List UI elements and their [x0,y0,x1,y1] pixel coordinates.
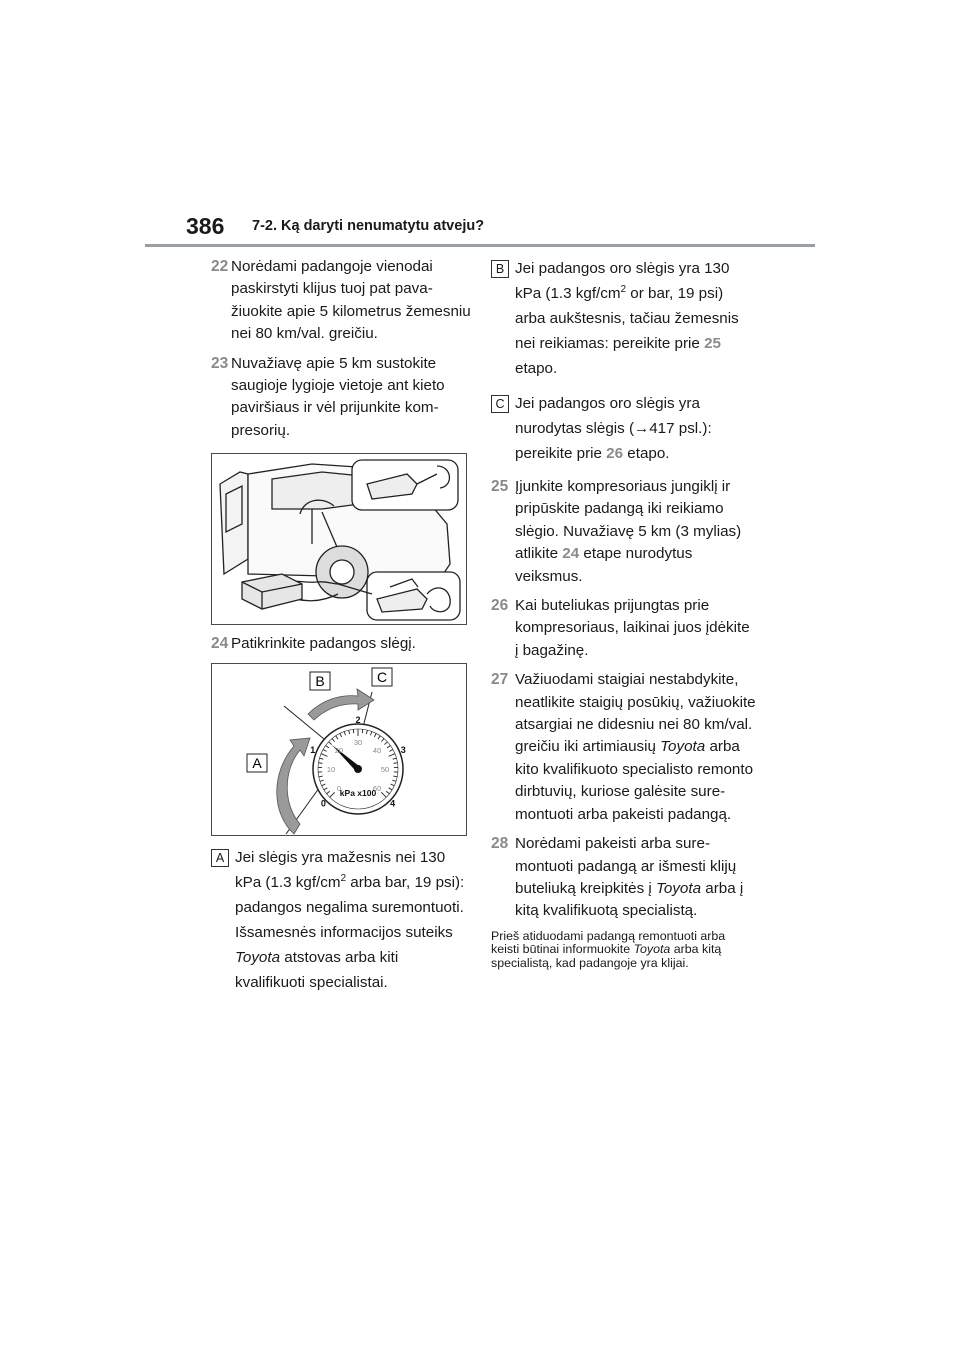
footnote-text-end: arba kitą specialistą, kad padangoje yra klijai. [491,942,722,970]
brand-name: Toyota [655,879,702,897]
page-number: 386 [186,213,225,239]
step-text: Važiuodami staigiai nestabdykite, neatlikite staigių posūkių, važiuokite atsargiai ne didesniu nei 80 km/val. greičiu iki artimiausių [515,671,756,756]
step-text-end: etape nurodytus veiksmus. [515,545,693,585]
note-b-text-cont: or bar, 19 psi) arba aukštesnis, tačiau žemesnis nei reikiamas: pereikite prie [515,285,739,352]
gauge-tick [394,762,398,763]
gauge-outer-label: 4 [390,798,396,809]
gauge-outer-label: 1 [310,744,316,755]
page-header [0,0,960,260]
label-a: A [252,754,262,771]
gauge-inner-label: 30 [353,737,363,747]
note-b-label: B [491,260,509,278]
gauge-inner-label: 20 [334,745,344,755]
step-23 [211,353,471,443]
pressure-gauge-drawing [212,664,466,835]
gauge-inner-label: 60 [372,783,382,793]
note-c [491,391,756,466]
gauge-tick [318,762,322,763]
step-number: 25 [491,478,509,495]
gauge-inner-label: 50 [380,764,390,774]
step-text: Norėdami pakeisti arba suremontuoti padangą ar išmesti klijų buteliuką kreipkitės į [515,835,737,897]
step-reference: 25 [704,335,721,352]
label-b: B [315,672,325,689]
note-a [211,845,471,995]
step-text: Įjunkite kompresoriaus jungiklį ir pripūskite padangą iki reikiamo slėgio. Nuvažiavę 5 km (3 mylias) atlikite [515,478,742,563]
pressure-gauge-illustration [211,663,467,836]
compressor-connection-illustration [211,453,467,625]
superscript: 2 [340,872,347,884]
step-number: 24 [211,635,229,653]
step-number: 28 [491,835,509,853]
note-b-text: Jei padangos oro slėgis yra 130 kPa (1.3 kgf/cm [515,260,730,302]
note-c-text-end: etapo. [623,445,670,462]
note-c-label: C [491,395,509,413]
step-text: Patikrinkite padangos slėgį. [231,635,416,653]
note-a-label: A [211,849,229,867]
note-c-text: Jei padangos oro slėgis yra nurodytas slėgis (→417 psl.): pereikite prie [515,395,712,462]
step-text: Nuvažiavę apie 5 km sustokite saugioje lygioje vietoje ant kieto paviršiaus ir vėl prijunkite kompresorių. [231,354,445,439]
step-number: 23 [211,354,229,372]
step-25 [491,476,756,588]
step-reference: 24 [562,545,580,563]
brand-name: Toyota [660,738,706,756]
left-column [211,256,471,1005]
note-a-text-end: atstovas arba kiti kvalifikuoti specialistai. [235,948,399,991]
gauge-unit: kPa x100 [339,787,377,798]
footnote-text: Prieš atiduodami padangą remontuoti arba keisti būtinai informuokite [491,928,726,957]
brand-name: Toyota [235,948,281,966]
gauge-outer-label: 3 [400,744,406,755]
step-28 [491,833,756,923]
note-b [491,256,756,381]
step-26 [491,595,756,662]
step-text-end: arba kito kvalifikuoto specialisto remonto dirbtuvių, kuriose galėsite suremontuoti arba pakeisti padangą. [515,738,754,823]
step-22 [211,256,471,346]
gauge-outer-label: 0 [320,798,326,809]
note-b-text-end: etapo. [515,360,558,377]
label-c: C [376,668,388,685]
step-number: 22 [211,258,229,275]
step-text: Kai buteliukas prijungtas prie kompresoriaus, laikinai juos įdėkite į bagažinę. [515,597,750,659]
step-reference: 26 [606,445,624,462]
step-number: 26 [491,597,509,615]
right-column [491,256,756,971]
step-27 [491,669,756,826]
gauge-outer-label: 2 [355,714,361,725]
step-number: 27 [491,671,509,689]
step-text: Norėdami padangoje vienodai paskirstyti klijus tuoj pat pavažiuokite apie 5 kilometrus žemesniu nei 80 km/val. greičiu. [231,258,471,343]
step-text-end: arba į kitą kvalifikuotą specialistą. [515,879,744,920]
header-divider [145,244,815,247]
brand-name: Toyota [633,942,671,957]
gauge-inner-label: 40 [372,745,382,755]
superscript: 2 [620,283,627,295]
note-a-text: Jei slėgis yra mažesnis nei 130 kPa (1.3 kgf/cm [235,848,446,891]
footnote [491,930,756,971]
step-24 [211,633,471,655]
section-title: 7-2. Ką daryti nenumatytu atveju? [252,218,485,234]
gauge-inner-label: 0 [336,783,341,793]
car-compressor-drawing [212,454,466,624]
note-a-text-cont: arba bar, 19 psi): padangos negalima suremontuoti. Išsamesnės informacijos suteiks [235,873,465,941]
gauge-inner-label: 10 [326,764,336,774]
